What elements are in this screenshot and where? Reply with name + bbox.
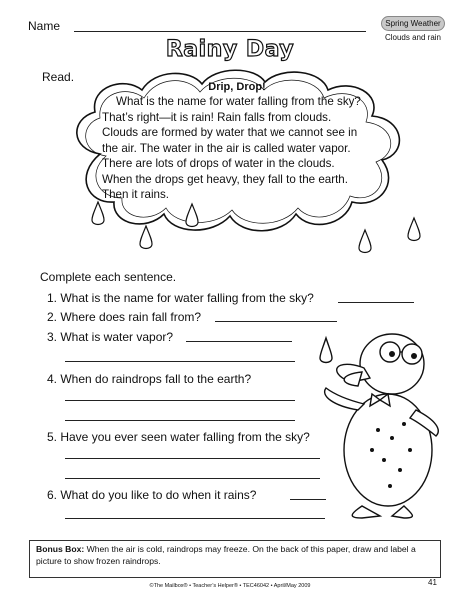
raindrop-icon (140, 226, 152, 249)
answer-line[interactable] (65, 478, 320, 479)
name-write-line[interactable] (74, 31, 366, 32)
story-line: There are lots of drops of water in the clouds. (102, 157, 335, 170)
footer-credit: ©The Mailbox® • Teacher’s Helper® • TEC46042 • April/May 2009 (149, 583, 311, 589)
duck-character-icon (300, 310, 450, 520)
page-title: Rainy Day (165, 37, 295, 62)
story-line: That’s right—it is rain! Rain falls from clouds. (102, 110, 332, 124)
answer-line[interactable] (65, 400, 295, 401)
question-3: 3. What is water vapor? (47, 330, 174, 344)
raindrop-icon (408, 218, 420, 241)
story-text (102, 94, 392, 203)
question-2: 2. Where does rain fall from? (47, 310, 202, 324)
bonus-text: When the air is cold, raindrops may freeze. On the back of this paper, draw and label a picture to show frozen raindrops. (36, 544, 416, 566)
question-1: 1. What is the name for water falling from the sky? (47, 291, 314, 305)
question-6: 6. What do you like to do when it rains? (47, 488, 257, 502)
question-5: 5. Have you ever seen water falling from the sky? (47, 430, 310, 444)
answer-line[interactable] (65, 518, 325, 519)
answer-line[interactable] (65, 420, 295, 421)
read-instruction: Read. (42, 70, 75, 84)
story-line: the air. The water in the air is called water vapor. (102, 141, 351, 155)
answer-line[interactable] (186, 341, 292, 342)
story-line: What is the name for water falling from the sky? (116, 95, 361, 108)
page-number: 41 (428, 578, 437, 587)
raindrop-icon (359, 230, 371, 253)
topic-badge: Spring Weather (381, 16, 445, 31)
story-line: When the drops get heavy, they fall to the earth. (102, 172, 348, 186)
bonus-box (29, 540, 441, 578)
bonus-label: Bonus Box: (36, 544, 85, 554)
raindrop-icon (92, 202, 104, 225)
raindrops-group (90, 200, 430, 270)
answer-line[interactable] (338, 302, 414, 303)
answer-line[interactable] (65, 361, 295, 362)
story-line: Clouds are formed by water that we cannot see in (102, 126, 358, 139)
story-title: Drip, Drop! (208, 81, 266, 93)
answer-line[interactable] (65, 458, 320, 459)
complete-instruction: Complete each sentence. (40, 270, 177, 284)
question-4: 4. When do raindrops fall to the earth? (47, 372, 252, 386)
topic-subtitle: Clouds and rain (384, 33, 442, 42)
name-label: Name (28, 19, 61, 33)
story-line: Then it rains. (102, 188, 170, 201)
raindrop-icon (186, 204, 198, 227)
